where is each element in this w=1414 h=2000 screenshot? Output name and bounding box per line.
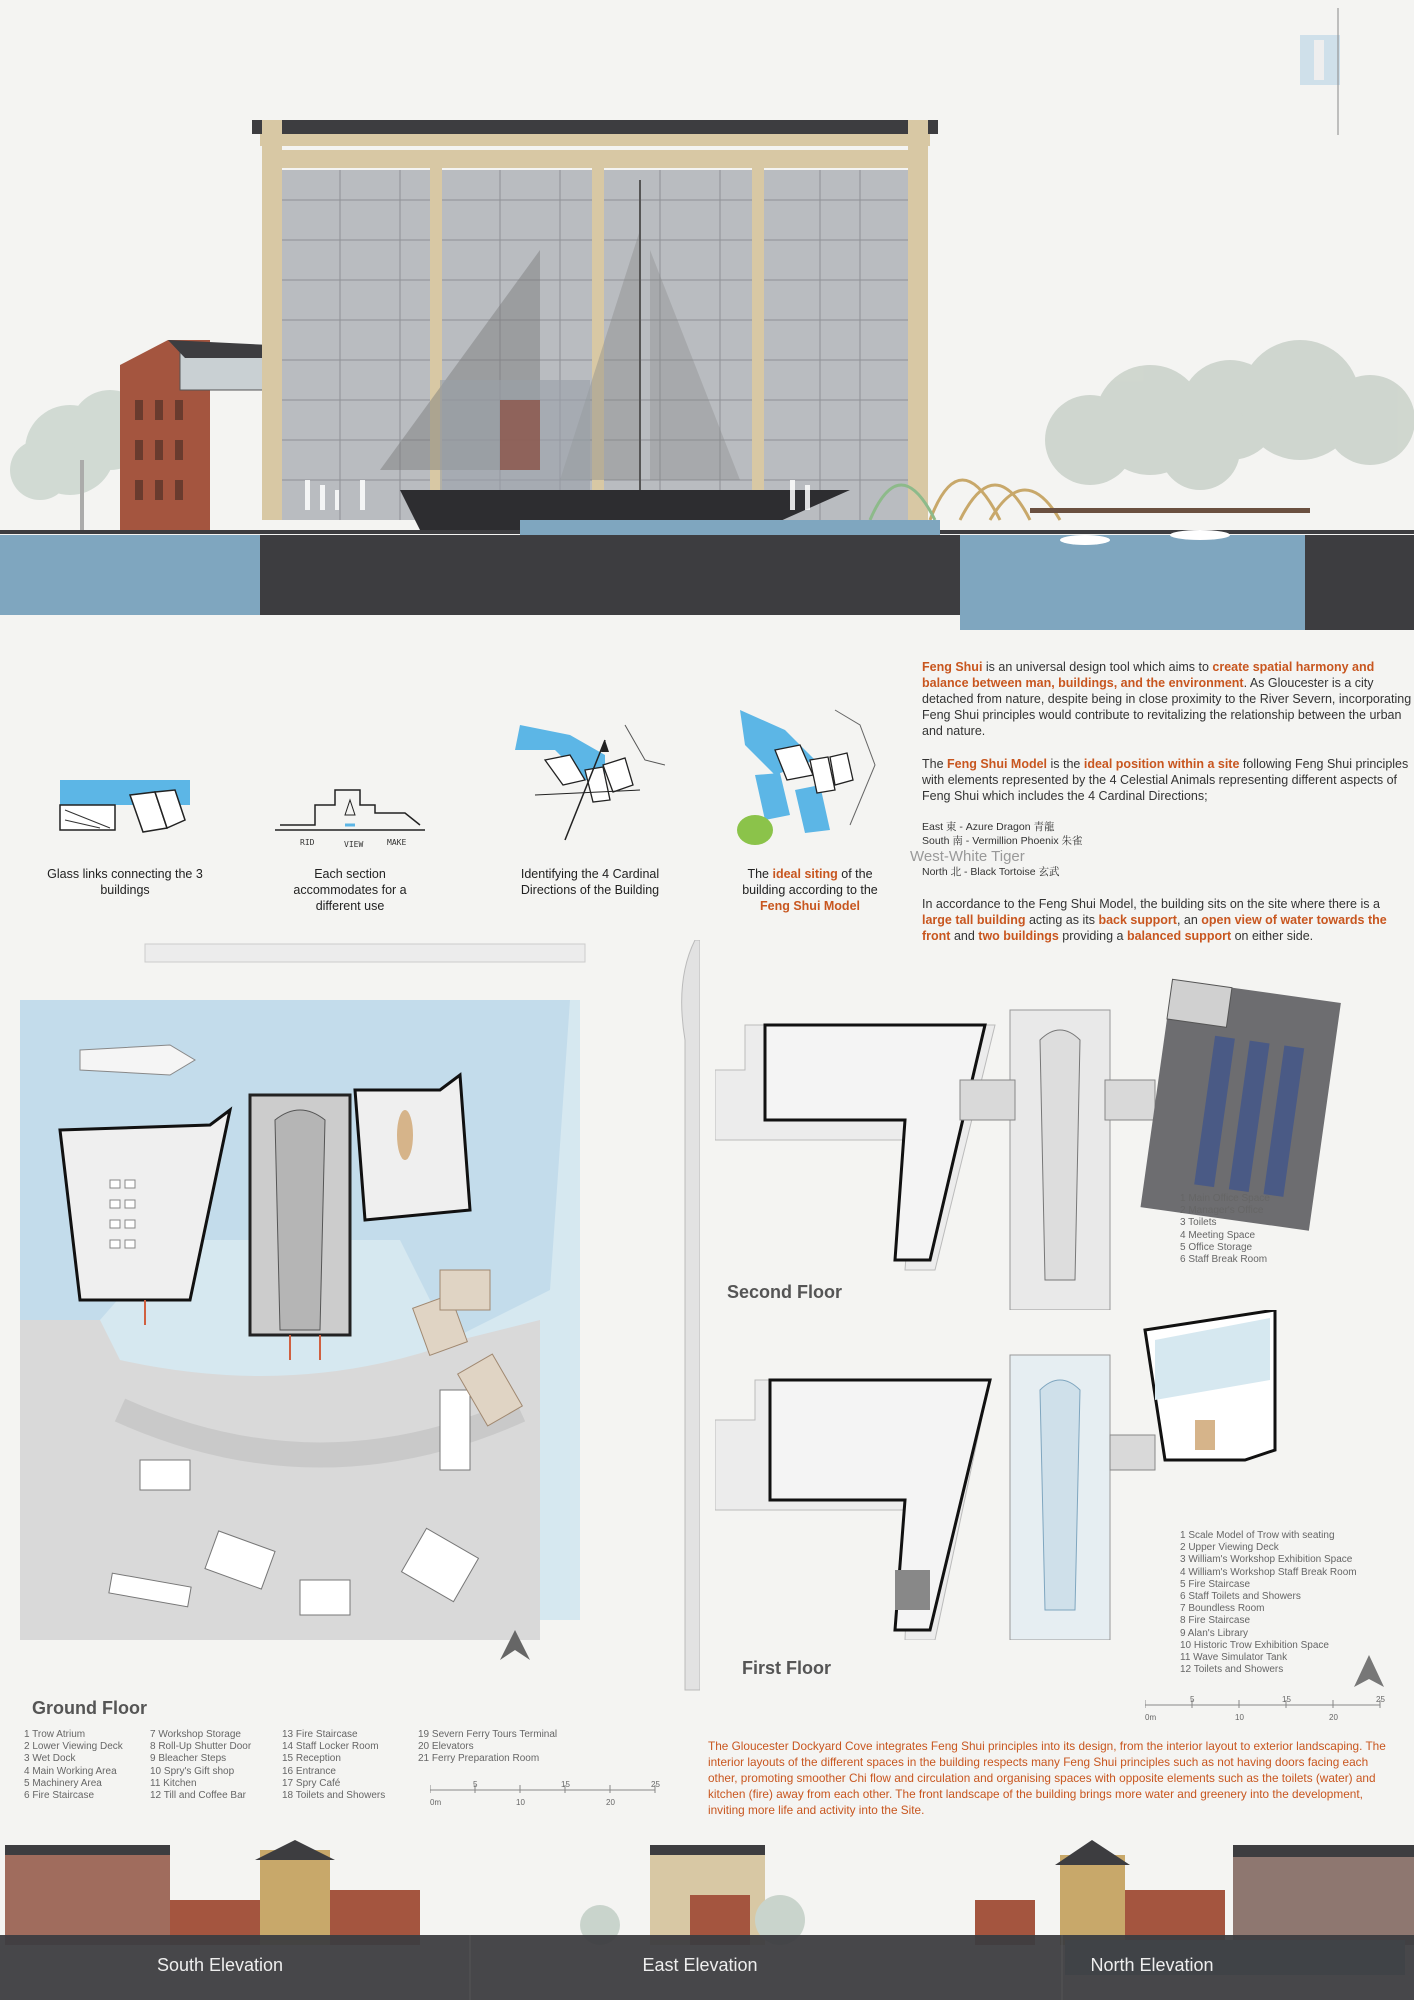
ground-floor-plan [20, 940, 700, 1700]
text: providing a [1058, 929, 1127, 943]
caption-highlight: Feng Shui Model [760, 899, 860, 913]
east-elevation-label: East Elevation [642, 1955, 758, 1975]
diagram-section-uses [275, 775, 425, 865]
conclusion-paragraph: The Gloucester Dockyard Cove integrates Feng Shui principles into its design, from the interior layout to exterior landscaping. The interior layouts of the different spaces in the building respects many Feng Shui principles such as not having doors facing each other, promoting smoother Chi flow and circulation and organising spaces with opposite elements such as the toilets (water) and kitchen (fire) away from each other. The front landscape of the building brings more water and greenery into the development, inviting more life and activity into the Site. [708, 1739, 1386, 1817]
scale-tick: 20 [1329, 1713, 1338, 1722]
direction-east: East 東 - Azure Dragon 青龍 [922, 821, 1055, 833]
text: on either side. [1231, 929, 1314, 943]
highlight-term: balanced support [1126, 929, 1232, 943]
diagram-ideal-siting [735, 705, 885, 860]
diagram-glass-links-caption: Glass links connecting the 3 buildings [47, 867, 203, 897]
second-floor-legend [1180, 1193, 1380, 1266]
legend-item: 18 Toilets and Showers [282, 1790, 386, 1802]
legend-item: 2 Lower Viewing Deck [24, 1741, 123, 1753]
legend-item: 1 Scale Model of Trow with seating [1180, 1530, 1335, 1541]
scale-tick: 25 [651, 1780, 660, 1789]
text: , an [1176, 913, 1202, 927]
legend-item: 6 Fire Staircase [24, 1790, 95, 1802]
sketch-label-view: VIEW [344, 840, 364, 849]
scale-tick: 10 [516, 1798, 525, 1807]
highlight-term: open view of water towards the front [922, 913, 1387, 943]
legend-item: 17 Spry Café [282, 1777, 341, 1789]
legend-item: 3 Wet Dock [24, 1753, 76, 1765]
scale-tick: 15 [561, 1780, 570, 1789]
diagram-cardinal-directions-caption: Identifying the 4 Cardinal Directions of the Building [520, 867, 660, 897]
highlight-term: Feng Shui Model [947, 757, 1048, 771]
legend-item: 6 Staff Toilets and Showers [1180, 1591, 1301, 1603]
south-elevation-label: South Elevation [156, 1955, 284, 1975]
brick-building [120, 340, 280, 530]
intro-paragraph-3 [922, 896, 1412, 944]
legend-item: 3 William's Workshop Exhibition Space [1180, 1554, 1353, 1566]
scale-tick: 5 [473, 1780, 478, 1789]
north-elevation-label: North Elevation [1090, 1955, 1214, 1975]
scale-tick: 10 [1235, 1713, 1244, 1722]
text: acting as its [1025, 913, 1099, 927]
legend-item: 9 Bleacher Steps [150, 1753, 227, 1765]
scale-tick: 5 [1190, 1695, 1195, 1704]
legend-item: 11 Wave Simulator Tank [1180, 1652, 1288, 1664]
text: and [950, 929, 979, 943]
legend-item: 10 Historic Trow Exhibition Space [1180, 1639, 1329, 1651]
scale-tick: 25 [1376, 1695, 1385, 1704]
legend-item: 1 Trow Atrium [24, 1729, 86, 1740]
legend-item: 6 Staff Break Room [1180, 1254, 1268, 1266]
legend-item: 4 Meeting Space [1180, 1229, 1256, 1241]
legend-item: 13 Fire Staircase [282, 1729, 358, 1740]
legend-item: 1 Main Office Space [1180, 1193, 1270, 1204]
legend-item: 5 Office Storage [1180, 1241, 1253, 1253]
scale-tick: 0m [430, 1798, 442, 1807]
intro-paragraph-2 [922, 756, 1412, 804]
ground-floor-legend-col2 [150, 1729, 280, 1802]
scale-tick: 20 [606, 1798, 615, 1807]
first-floor-scale-bar [1145, 1695, 1385, 1725]
legend-item: 8 Fire Staircase [1180, 1615, 1251, 1627]
ground-floor-legend-col1 [24, 1729, 149, 1802]
direction-north: North 北 - Black Tortoise 玄武 [922, 866, 1060, 878]
highlight-term: create spatial harmony and balance between man, buildings, and the environment [922, 660, 1375, 690]
scale-tick: 0m [1145, 1713, 1157, 1722]
legend-item: 7 Workshop Storage [150, 1729, 241, 1740]
sketch-label-rid: RID [300, 838, 315, 847]
legend-item: 14 Staff Locker Room [282, 1741, 379, 1753]
diagram-ideal-siting-caption [735, 866, 885, 914]
legend-item: 12 Till and Coffee Bar [150, 1790, 246, 1802]
legend-item: 2 Upper Viewing Deck [1180, 1542, 1279, 1554]
direction-west: West-White Tiger [910, 848, 1025, 865]
text: following Feng Shui principles with elements represented by the 4 Celestial Animals representing different aspects of Feng Shui which includes the 4 Cardinal Directions; [922, 757, 1409, 803]
diagram-section-uses-caption: Each section accommodates for a different use [293, 867, 407, 913]
legend-item: 21 Ferry Preparation Room [418, 1753, 540, 1765]
intro-paragraph-1 [922, 659, 1412, 739]
text: is the [1047, 757, 1084, 771]
cardinal-directions-list [910, 820, 1222, 879]
main-building [252, 120, 938, 530]
text: The [922, 757, 948, 771]
legend-item: 5 Machinery Area [24, 1777, 102, 1789]
legend-item: 12 Toilets and Showers [1180, 1664, 1284, 1676]
legend-item: 7 Boundless Room [1180, 1603, 1265, 1615]
text: . As Gloucester is a city detached from nature, despite being in close proximity to the River Severn, incorporating Feng Shui principles would contribute to revitalizing the relationship between the urban and nature. [922, 676, 1412, 738]
direction-south: South 南 - Vermillion Phoenix 朱雀 [922, 835, 1083, 847]
diagram-glass-links [55, 770, 195, 860]
legend-item: 11 Kitchen [150, 1777, 197, 1789]
diagram-cardinal-directions [515, 720, 665, 860]
ground-floor-legend-col4 [418, 1729, 568, 1766]
second-floor-title: Second Floor [727, 1282, 843, 1302]
legend-item: 4 William's Workshop Staff Break Room [1180, 1566, 1357, 1578]
sketch-label-make: MAKE [387, 838, 407, 847]
first-floor-title: First Floor [742, 1658, 831, 1678]
highlight-term: back support [1098, 913, 1177, 927]
highlight-term: Feng Shui [922, 660, 983, 674]
legend-item: 19 Severn Ferry Tours Terminal [418, 1729, 558, 1740]
caption-highlight: ideal siting [772, 867, 838, 881]
caption-text: The [747, 867, 773, 881]
legend-item: 2 Manager's Office [1180, 1205, 1264, 1217]
text: In accordance to the Feng Shui Model, the building sits on the site where there is a [922, 897, 1380, 911]
legend-item: 8 Roll-Up Shutter Door [150, 1741, 252, 1753]
legend-item: 5 Fire Staircase [1180, 1578, 1251, 1590]
legend-item: 3 Toilets [1180, 1217, 1217, 1229]
ground-floor-legend-col3 [282, 1729, 417, 1802]
legend-item: 9 Alan's Library [1180, 1627, 1249, 1639]
key-plan-thumbnail [1300, 8, 1340, 135]
legend-item: 20 Elevators [418, 1741, 474, 1753]
legend-item: 16 Entrance [282, 1765, 336, 1777]
ground-floor-scale-bar [430, 1780, 660, 1810]
legend-item: 15 Reception [282, 1753, 341, 1765]
hero-section-drawing [0, 0, 1414, 650]
highlight-term: two buildings [978, 929, 1059, 943]
north-arrow-icon [1354, 1655, 1384, 1695]
scale-tick: 15 [1282, 1695, 1291, 1704]
caption-text: of the building according to the [742, 867, 878, 897]
legend-item: 4 Main Working Area [24, 1765, 117, 1777]
highlight-term: large tall building [922, 913, 1026, 927]
highlight-term: ideal position within a site [1083, 757, 1240, 771]
text: is an universal design tool which aims to [982, 660, 1213, 674]
ground-floor-title: Ground Floor [32, 1698, 147, 1718]
legend-item: 10 Spry's Gift shop [150, 1765, 235, 1777]
